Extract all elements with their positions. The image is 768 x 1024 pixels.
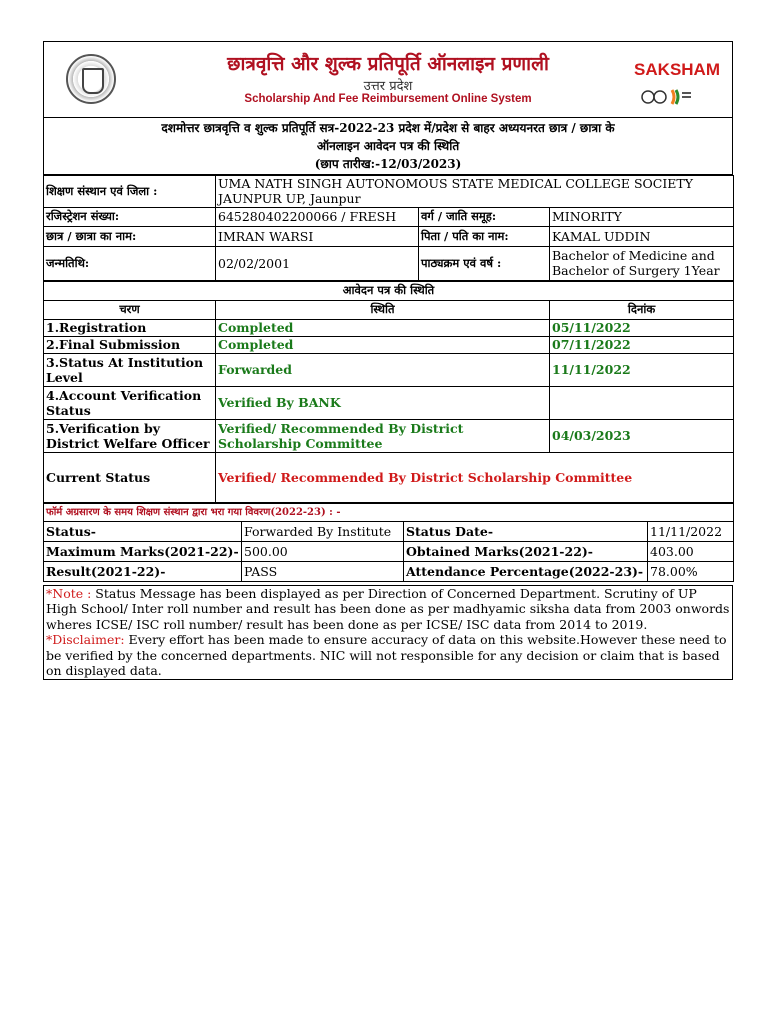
intro-line-3: (छाप तारीख:-12/03/2023) (314, 156, 462, 171)
note-box (43, 585, 733, 680)
dob-value: 02/02/2001 (216, 246, 419, 280)
father-name-value: KAMAL UDDIN (550, 226, 734, 246)
date-cell: 07/11/2022 (550, 336, 734, 353)
note-text: Status Message has been displayed as per Direction of Concerned Department. Scrutiny of UP High School/ Inter roll number and result has been done as per madhyamic siksha data from 2003 onwords wheres ICSE/ ISC roll number/ result has been done as per ICSE/ ISC data from 2014 to 2019. (46, 585, 730, 632)
category-value: MINORITY (550, 207, 734, 226)
stage-cell: 3.Status At Institution Level (44, 353, 216, 386)
disclaimer-text: Every effort has been made to ensure accuracy of data on this website.However these need to be verified by the concerned departments. NIC will not responsible for any decision or claim that is based on displayed data. (46, 632, 727, 678)
forward-heading: फॉर्म अग्रसारण के समय शिक्षण संस्थान द्वारा भरा गया विवरण(2022-23) : - (44, 503, 734, 521)
table-row (44, 336, 734, 353)
course-value: Bachelor of Medicine and Bachelor of Surgery 1Year (550, 246, 734, 280)
fwd-status-date-value: 11/11/2022 (648, 521, 734, 541)
student-details-table (43, 175, 734, 281)
stage-cell: 5.Verification by District Welfare Officer (44, 419, 216, 452)
digital-india-icon (640, 86, 692, 108)
table-row (44, 419, 734, 452)
max-marks-value: 500.00 (242, 541, 404, 561)
registration-label: रजिस्ट्रेशन संख्या: (44, 207, 216, 226)
title-hindi: छात्रवृत्ति और शुल्क प्रतिपूर्ति ऑनलाइन प्रणाली (227, 53, 549, 75)
table-row (44, 386, 734, 419)
fwd-status-value: Forwarded By Institute (242, 521, 404, 541)
registration-value: 645280402200066 / FRESH (216, 207, 419, 226)
student-name-label: छात्र / छात्रा का नाम: (44, 226, 216, 246)
status-cell: Completed (216, 336, 550, 353)
stage-cell: 2.Final Submission (44, 336, 216, 353)
dob-label: जन्मतिथि: (44, 246, 216, 280)
current-status-label: Current Status (44, 452, 216, 502)
saksham-logo: SAKSHAM (634, 60, 720, 79)
intro-table (43, 118, 733, 175)
disclaimer-label: *Disclaimer: (46, 632, 125, 647)
status-cell: Verified/ Recommended By District Scholarship Committee (216, 419, 550, 452)
col-header-stage: चरण (44, 300, 216, 319)
result-label: Result(2021-22)- (44, 561, 242, 581)
date-cell: 04/03/2023 (550, 419, 734, 452)
obtained-marks-label: Obtained Marks(2021-22)- (404, 541, 648, 561)
note-paragraph (46, 586, 730, 633)
intro-line-2: ऑनलाइन आवेदन पत्र की स्थिति (316, 138, 460, 153)
status-section-title: आवेदन पत्र की स्थिति (44, 281, 734, 300)
date-cell: 11/11/2022 (550, 353, 734, 386)
max-marks-label: Maximum Marks(2021-22)- (44, 541, 242, 561)
date-cell: 05/11/2022 (550, 319, 734, 336)
institution-value: UMA NATH SINGH AUTONOMOUS STATE MEDICAL COLLEGE SOCIETY JAUNPUR UP, Jaunpur (216, 175, 734, 207)
course-label: पाठ्यक्रम एवं वर्ष : (419, 246, 550, 280)
status-sheet (43, 41, 733, 680)
state-name: उत्तर प्रदेश (363, 79, 413, 94)
category-label: वर्ग / जाति समूह: (419, 207, 550, 226)
date-cell (550, 386, 734, 419)
header-banner (43, 41, 733, 118)
stage-cell: 4.Account Verification Status (44, 386, 216, 419)
disclaimer-paragraph (46, 632, 730, 679)
fwd-status-label: Status- (44, 521, 242, 541)
current-status-value: Verified/ Recommended By District Scholarship Committee (216, 452, 734, 502)
intro-line-1: दशमोत्तर छात्रवृत्ति व शुल्क प्रतिपूर्ति सत्र-2022-23 प्रदेश में/प्रदेश से बाहर अध्ययनरत छात्र / छात्रा के (161, 120, 615, 135)
stage-cell: 1.Registration (44, 319, 216, 336)
institution-label: शिक्षण संस्थान एवं जिला : (44, 175, 216, 207)
application-status-table (43, 281, 734, 503)
fwd-status-date-label: Status Date- (404, 521, 648, 541)
attendance-label: Attendance Percentage(2022-23)- (404, 561, 648, 581)
obtained-marks-value: 403.00 (648, 541, 734, 561)
col-header-date: दिनांक (550, 300, 734, 319)
attendance-value: 78.00% (648, 561, 734, 581)
father-name-label: पिता / पति का नाम: (419, 226, 550, 246)
status-cell: Verified By BANK (216, 386, 550, 419)
table-row (44, 353, 734, 386)
result-value: PASS (242, 561, 404, 581)
student-name-value: IMRAN WARSI (216, 226, 419, 246)
col-header-status: स्थिति (216, 300, 550, 319)
status-cell: Completed (216, 319, 550, 336)
table-row (44, 319, 734, 336)
title-english: Scholarship And Fee Reimbursement Online System (244, 93, 532, 105)
status-cell: Forwarded (216, 353, 550, 386)
forward-details-table (43, 503, 734, 582)
note-label: *Note : (46, 585, 92, 601)
